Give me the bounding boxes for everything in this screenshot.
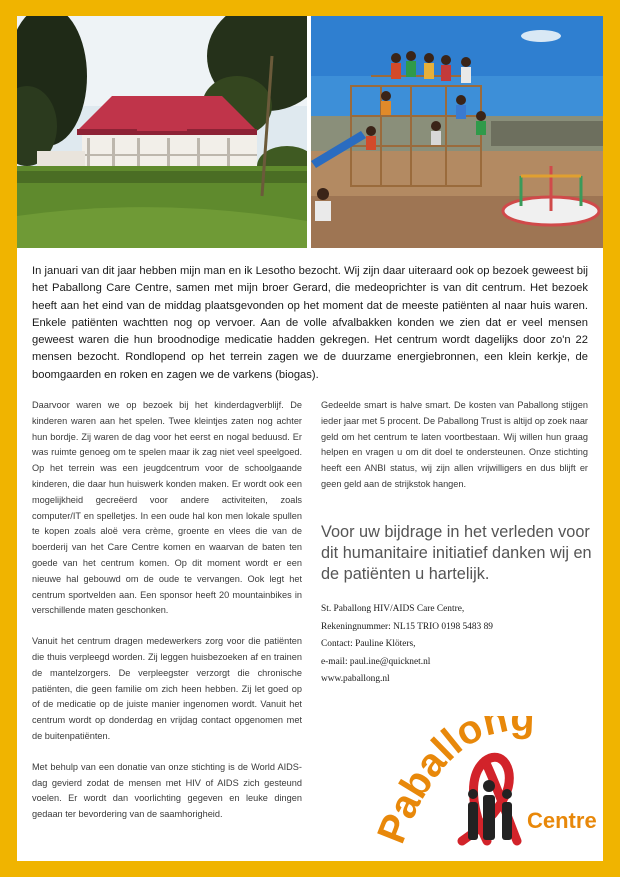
contact-website[interactable]: www.paballong.nl [321, 674, 390, 684]
contact-block [321, 601, 591, 689]
intro-paragraph: In januari van dit jaar hebben mijn man en ik Lesotho bezocht. Wij zijn daar uiteraard ook op bezoek geweest bij het Paballong Care Centre, samen met mijn broer Gerard, die medeoprichter is van dit centrum. Het bezoek heeft aan het eind van de middag plaatsgevonden op het moment dat de meeste patiënten al naar huis waren. Enkele patiënten wachtten nog op vervoer. Aan de volle afvalbakken konden we zien dat er veel mensen geweest waren die hun broodnodige medicatie hadden gekregen. Het centrum wordt dagelijks door zo'n 22 mensen bezocht. Rondlopend op het terrein zagen we de duurzame energiebronnen, een klein kerkje, de boomgaarden en roken en zagen we de varkens (biogas). [32, 265, 588, 381]
paragraph-daycare: Daarvoor waren we op bezoek bij het kinderdagverblijf. De kinderen waren aan het spelen. Twee kleintjes zaten nog achter hun bordje. Zij waren de dag voor het eerst en nogal beduusd. Er was ruimte genoeg om te spelen maar ik zag niet veel speelgoed. Op het terrein was een jeugdcentrum voor de schoolgaande kinderen, die daar hun huiswerk konden maken. Er wordt ook een mogelijkheid gecreëerd voor andere activiteiten, zoals computer/IT en spelletjes. In een oude hal kon men lokale spullen te kopen zoals aloë vera crème, groente en vlees die van de boerderij van het Care Centre komen en waarvan de baten ten goede van het centrum komen. Op dit moment wordt er een nieuwe hal gebouwd om de oude te vervangen. Ook legt het centrum sportvelden aan. Een sponsor heeft 20 mountainbikes in verschillende maten geschonken. [32, 400, 302, 616]
contact-email[interactable]: e-mail: paul.ine@quicknet.nl [321, 656, 431, 667]
photo-care-centre-building [17, 16, 307, 248]
thank-you-quote: Voor uw bijdrage in het verleden voor dit humanitaire initiatief danken wij en de patiënten u hartelijk. [321, 523, 592, 583]
contact-organisation: St. Paballong HIV/AIDS Care Centre, [321, 604, 465, 614]
paragraph-world-aids-day: Met behulp van een donatie van onze stichting is de World AIDS-dag gevierd zodat de mensen met HIV of AIDS zich gesteund voelen. Er wordt dan voorlichting gegeven en leuke dingen gedaan ter bevordering van de saamhorigheid. [32, 761, 302, 820]
flyer-page [17, 16, 603, 861]
paragraph-donation-appeal: Gedeelde smart is halve smart. De kosten van Paballong stijgen ieder jaar met 5 procent. De Paballong Trust is altijd op zoek naar geld om het centrum te laten voortbestaan. Wij willen hun graag helpen en vragen u om dit doel te ondersteunen. Onze stichting heeft een ANBI status, wij zijn allen vrijwilligers en dus blijft er geen geld aan de strijkstok hangen. [321, 400, 588, 489]
right-column [321, 398, 588, 508]
paballong-centre-logo [377, 716, 597, 856]
contact-account-number: Rekeningnummer: NL15 TRIO 0198 5483 89 [321, 621, 493, 632]
logo-name-text: aballong [380, 716, 536, 825]
left-column [32, 398, 302, 838]
paragraph-home-care: Vanuit het centrum dragen medewerkers zorg voor die patiënten die thuis verpleegd worden. Zij leggen huisbezoeken af en trainen de mantelzorgers. De verpleegster verzorgt die chronische patiënten, die geen familie om zich heen hebben. Zij let goed op of de medicatie op de juiste manier ingenomen wordt. Vanuit het centrum wordt op donderdag en vrijdag contact opgenomen met de buitenpatiënten. [32, 636, 302, 741]
contact-person: Contact: Pauline Klöters, [321, 639, 416, 649]
logo-centre-text: Centre [527, 808, 597, 833]
photo-playground-children [311, 16, 603, 248]
